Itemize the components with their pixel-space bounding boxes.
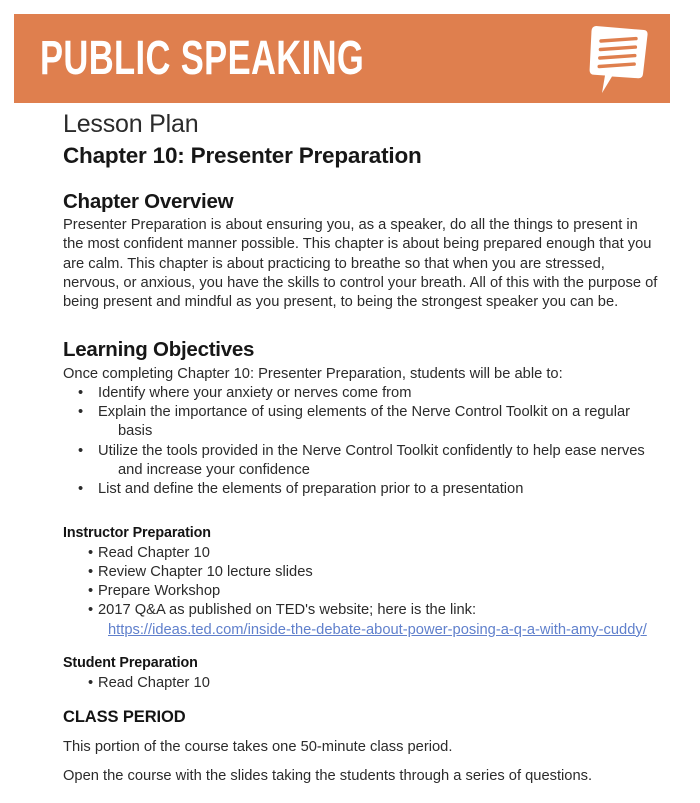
instructor-preparation-heading: Instructor Preparation xyxy=(63,525,211,542)
class-period-paragraph-1: This portion of the course takes one 50-minute class period. xyxy=(63,738,453,755)
instructor-preparation-list xyxy=(63,544,658,640)
list-item: • Explain the importance of using elements of the Nerve Control Toolkit on a regular basis xyxy=(63,403,658,441)
spacer xyxy=(63,693,658,708)
list-item: • Identify where your anxiety or nerves come from xyxy=(63,384,658,403)
list-item: • Read Chapter 10 xyxy=(63,544,658,563)
section-chapter-overview xyxy=(63,190,658,313)
spacer xyxy=(63,312,658,338)
page-title: Chapter 10: Presenter Preparation xyxy=(63,142,422,168)
ted-link-description: 2017 Q&A as published on TED's website; here is the link: xyxy=(98,602,477,619)
list-item: • Read Chapter 10 xyxy=(63,674,658,693)
section-learning-objectives xyxy=(63,338,658,499)
student-preparation-heading: Student Preparation xyxy=(63,654,198,671)
section-class-period xyxy=(63,708,658,786)
list-item: • List and define the elements of preparation prior to a presentation xyxy=(63,480,658,499)
list-item: • Utilize the tools provided in the Nerve Control Toolkit confidently to help ease nerves and increase your confidence xyxy=(63,442,658,480)
learning-objectives-heading: Learning Objectives xyxy=(63,338,255,362)
document-content xyxy=(63,110,658,786)
learning-objectives-list xyxy=(63,384,658,499)
speech-bubble-lines-icon xyxy=(586,24,648,94)
list-item: • Review Chapter 10 lecture slides xyxy=(63,563,658,582)
learning-objectives-intro: Once completing Chapter 10: Presenter Preparation, students will be able to: xyxy=(63,365,563,382)
list-item-ted-link xyxy=(63,601,658,639)
spacer xyxy=(63,640,658,655)
list-item: • Prepare Workshop xyxy=(63,582,658,601)
header-banner xyxy=(14,14,670,103)
ted-article-link[interactable]: https://ideas.ted.com/inside-the-debate-about-power-posing-a-q-a-with-amy-cuddy/ xyxy=(108,621,647,638)
section-student-preparation xyxy=(63,655,658,693)
banner-title: PUBLIC SPEAKING xyxy=(40,31,365,85)
chapter-overview-body: Presenter Preparation is about ensuring you, as a speaker, do all the things to present in the most confident manner possible. This chapter is about being prepared enough that you are calm. This chapter is about practicing to breathe so that when you are stressed, nervous, or anxious, you have the skills to control your breath. All of this with the purpose of being present and mindful as you present, to being the strongest speaker you can be. xyxy=(63,217,658,310)
section-instructor-preparation xyxy=(63,525,658,640)
spacer xyxy=(63,757,658,767)
chapter-overview-heading: Chapter Overview xyxy=(63,189,234,213)
class-period-heading: CLASS PERIOD xyxy=(63,707,186,726)
class-period-paragraph-2: Open the course with the slides taking the students through a series of questions. xyxy=(63,767,593,784)
document-kicker: Lesson Plan xyxy=(63,110,199,138)
student-preparation-list xyxy=(63,674,658,693)
spacer xyxy=(63,499,658,525)
spacer xyxy=(63,728,658,738)
